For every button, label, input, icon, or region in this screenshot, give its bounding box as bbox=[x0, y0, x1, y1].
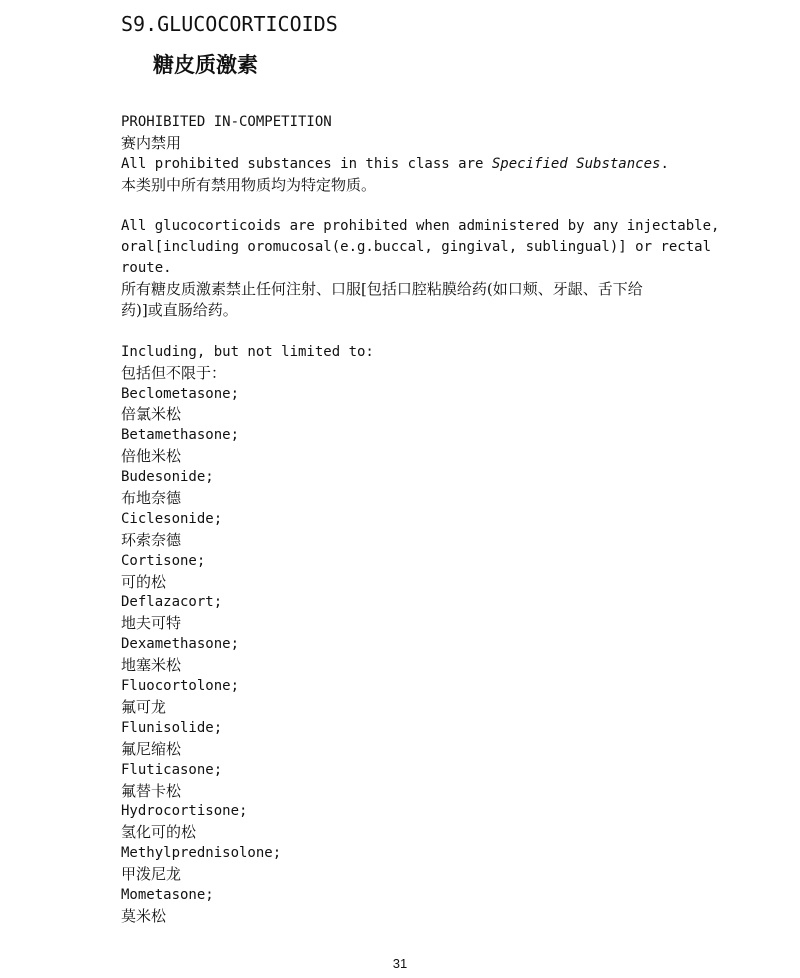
substance-name-chinese: 地夫可特 bbox=[121, 614, 182, 633]
substance-name: Dexamethasone; bbox=[121, 636, 240, 653]
list-item bbox=[121, 885, 691, 927]
spacer bbox=[121, 196, 691, 217]
substance-name: Methylprednisolone; bbox=[121, 845, 282, 862]
list-item bbox=[121, 760, 691, 802]
substance-list bbox=[121, 384, 691, 927]
substance-name-chinese: 莫米松 bbox=[121, 906, 167, 925]
list-item bbox=[121, 592, 691, 634]
section-title: S9.GLUCOCORTICOIDS bbox=[121, 12, 338, 36]
list-item bbox=[121, 801, 691, 843]
substance-name: Fluticasone; bbox=[121, 761, 223, 778]
list-item bbox=[121, 425, 691, 467]
substance-name: Ciclesonide; bbox=[121, 510, 223, 527]
list-item bbox=[121, 551, 691, 593]
list-item bbox=[121, 384, 691, 426]
including-heading-chinese: 包括但不限于： bbox=[121, 363, 227, 382]
substance-name-chinese: 氟替卡松 bbox=[121, 781, 182, 800]
list-item bbox=[121, 634, 691, 676]
prohibited-heading: PROHIBITED IN-COMPETITION bbox=[121, 114, 332, 130]
substance-name-chinese: 环索奈德 bbox=[121, 530, 182, 549]
section-title-chinese: 糖皮质激素 bbox=[153, 53, 258, 77]
spacer bbox=[121, 321, 691, 342]
list-item bbox=[121, 467, 691, 509]
substance-name: Mometasone; bbox=[121, 886, 214, 903]
substance-name: Fluocortolone; bbox=[121, 678, 240, 695]
administration-line-3: route. bbox=[121, 260, 172, 277]
including-heading: Including, but not limited to: bbox=[121, 343, 374, 360]
specified-substances-note bbox=[121, 154, 691, 175]
substance-name-chinese: 氢化可的松 bbox=[121, 823, 197, 842]
list-item bbox=[121, 676, 691, 718]
substance-name: Deflazacort; bbox=[121, 594, 223, 611]
substance-name-chinese: 地塞米松 bbox=[121, 656, 182, 675]
document-body bbox=[121, 112, 720, 927]
administration-chinese-line-1: 所有糖皮质激素禁止任何注射、口服[包括口腔粘膜给药(如口颊、牙龈、舌下给 bbox=[121, 280, 643, 299]
substance-name-chinese: 倍他米松 bbox=[121, 447, 182, 466]
list-item bbox=[121, 718, 691, 760]
substance-name-chinese: 氟可龙 bbox=[121, 697, 167, 716]
substance-name: Budesonide; bbox=[121, 469, 214, 486]
prohibited-heading-chinese: 赛内禁用 bbox=[121, 133, 182, 152]
note-suffix: . bbox=[660, 155, 669, 172]
administration-line-1: All glucocorticoids are prohibited when administered by any injectable, bbox=[121, 218, 720, 235]
administration-chinese-line-2: 药)]或直肠给药。 bbox=[121, 301, 238, 320]
list-item bbox=[121, 509, 691, 551]
substance-name-chinese: 氟尼缩松 bbox=[121, 739, 182, 758]
substance-name-chinese: 布地奈德 bbox=[121, 489, 182, 508]
substance-name: Flunisolide; bbox=[121, 719, 223, 736]
page-number: 31 bbox=[392, 956, 408, 971]
substance-name: Hydrocortisone; bbox=[121, 803, 248, 820]
administration-line-2: oral[including oromucosal(e.g.buccal, gingival, sublingual)] or rectal bbox=[121, 239, 712, 256]
substance-name: Beclometasone; bbox=[121, 385, 240, 402]
substance-name: Cortisone; bbox=[121, 552, 206, 569]
substance-name-chinese: 倍氯米松 bbox=[121, 405, 182, 424]
note-prefix: All prohibited substances in this class are bbox=[121, 155, 492, 172]
note-italic-term: Specified Substances bbox=[491, 155, 661, 172]
list-item bbox=[121, 843, 691, 885]
substance-name-chinese: 可的松 bbox=[121, 572, 167, 591]
substance-name-chinese: 甲泼尼龙 bbox=[121, 865, 182, 884]
substance-name: Betamethasone; bbox=[121, 427, 240, 444]
specified-substances-note-chinese: 本类别中所有禁用物质均为特定物质。 bbox=[121, 175, 377, 194]
